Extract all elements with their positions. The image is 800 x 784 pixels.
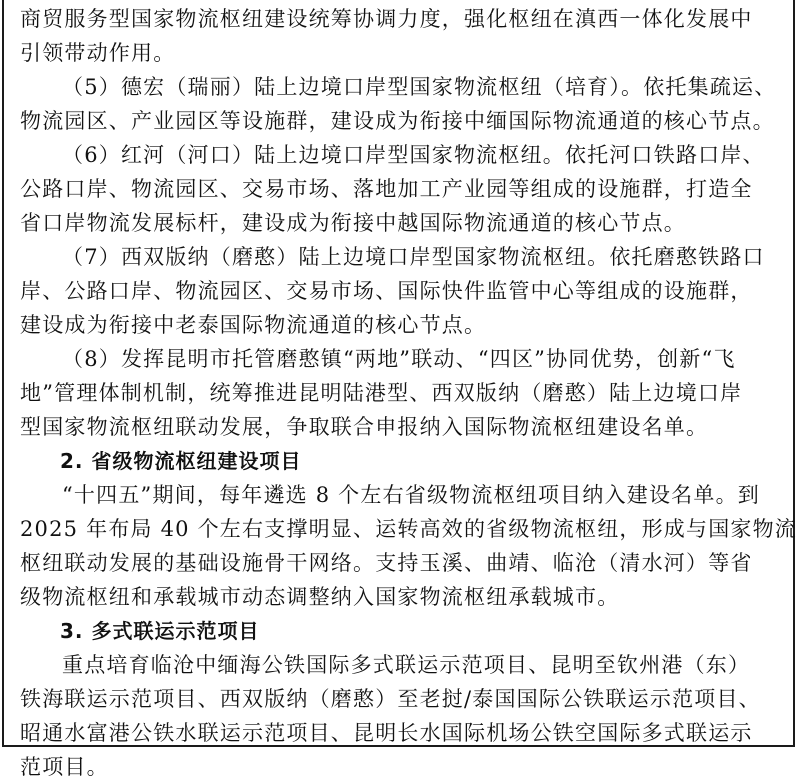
paragraph-item-7 [20, 240, 779, 342]
text-line: 级物流枢纽和承载城市动态调整纳入国家物流枢纽承载城市。 [20, 585, 620, 609]
paragraph-item-6 [20, 138, 779, 240]
text-line: 引领带动作用。 [20, 41, 176, 65]
text-line: 物流园区、产业园区等设施群，建设成为衔接中缅国际物流通道的核心节点。 [20, 109, 775, 133]
heading-text: 2. 省级物流枢纽建设项目 [60, 449, 302, 473]
text-line: 地”管理体制机制，统筹推进昆明陆港型、西双版纳（磨憨）陆上边境口岸 [20, 381, 743, 405]
paragraph-item-8 [20, 342, 779, 444]
document-body [20, 0, 797, 784]
text-line: 范项目。 [20, 755, 109, 779]
paragraph-provincial-hubs [20, 478, 797, 614]
heading-text: 3. 多式联运示范项目 [60, 619, 260, 643]
text-line: 岸、公路口岸、物流园区、交易市场、国际快件监管中心等组成的设施群， [20, 279, 753, 303]
paragraph-item-5 [20, 70, 779, 138]
paragraph-continuation [20, 2, 779, 70]
section-heading-provincial-hubs [20, 444, 779, 478]
text-line: 2025 年布局 40 个左右支撑明显、运转高效的省级物流枢纽，形成与国家物流 [20, 517, 797, 541]
text-line: “十四五”期间，每年遴选 8 个左右省级物流枢纽项目纳入建设名单。到 [62, 483, 760, 507]
text-line: 重点培育临沧中缅海公铁国际多式联运示范项目、昆明至钦州港（东） [62, 653, 751, 677]
text-line: 省口岸物流发展标杆，建设成为衔接中越国际物流通道的核心节点。 [20, 211, 686, 235]
text-line: （6）红河（河口）陆上边境口岸型国家物流枢纽。依托河口铁路口岸、 [62, 143, 765, 167]
text-line: 公路口岸、物流园区、交易市场、落地加工产业园等组成的设施群，打造全 [20, 177, 753, 201]
text-line: 建设成为衔接中老泰国际物流通道的核心节点。 [20, 313, 487, 337]
text-line: 型国家物流枢纽联动发展，争取联合申报纳入国际物流枢纽建设名单。 [20, 415, 709, 439]
text-line: （5）德宏（瑞丽）陆上边境口岸型国家物流枢纽（培育）。依托集疏运、 [62, 75, 777, 99]
paragraph-multimodal [20, 648, 779, 784]
document-frame [2, 0, 797, 779]
text-line: （7）西双版纳（磨憨）陆上边境口岸型国家物流枢纽。依托磨憨铁路口 [62, 245, 765, 269]
text-line: 铁海联运示范项目、西双版纳（磨憨）至老挝/泰国国际公铁联运示范项目、 [20, 687, 761, 711]
text-line: （8）发挥昆明市托管磨憨镇“两地”联动、“四区”协同优势，创新“飞 [62, 347, 736, 371]
text-line: 昭通水富港公铁水联运示范项目、昆明长水国际机场公铁空国际多式联运示 [20, 721, 753, 745]
text-line: 枢纽联动发展的基础设施骨干网络。支持玉溪、曲靖、临沧（清水河）等省 [20, 551, 753, 575]
section-heading-multimodal [20, 614, 779, 648]
text-line: 商贸服务型国家物流枢纽建设统筹协调力度，强化枢纽在滇西一体化发展中 [20, 7, 753, 31]
